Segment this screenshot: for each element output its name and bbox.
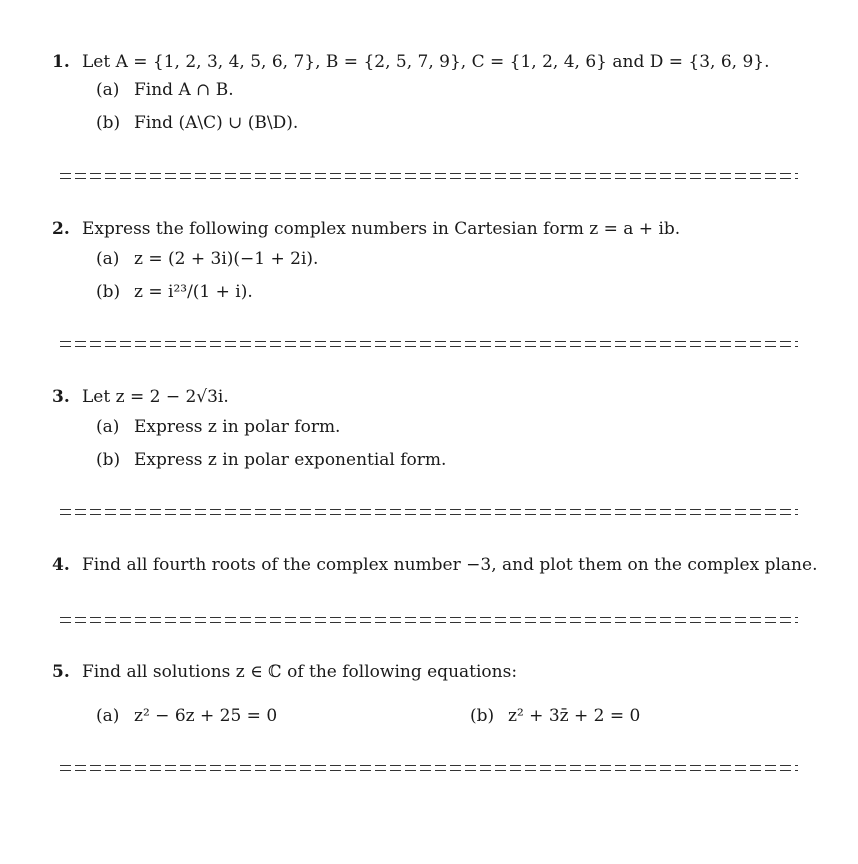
problem-3-part-a [96, 419, 340, 436]
problem-statement: Let A = {1, 2, 3, 4, 5, 6, 7}, B = {2, 5, 7, 9}, C = {1, 2, 4, 6} and D = {3, 6, 9}. [82, 52, 770, 72]
problem-number: 3. [52, 387, 70, 407]
part-label: (b) [96, 113, 121, 133]
part-text: z = (2 + 3i)(−1 + 2i). [134, 249, 319, 269]
problem-5-part-b [470, 708, 640, 725]
part-text: z = i²³/(1 + i). [134, 282, 253, 302]
problem-3 [52, 389, 229, 406]
problem-2 [52, 221, 680, 238]
separator [60, 509, 798, 515]
part-label: (a) [96, 706, 120, 726]
part-label: (b) [96, 450, 121, 470]
separator [60, 173, 798, 179]
problem-number: 1. [52, 52, 70, 72]
problem-1-part-a [96, 82, 234, 99]
problem-1-part-b [96, 115, 298, 132]
part-text: Find (A\C) ∪ (B\D). [134, 113, 299, 133]
problem-5-part-a [96, 708, 277, 725]
problem-1 [52, 54, 770, 71]
problem-4 [52, 557, 817, 574]
problem-5 [52, 664, 517, 681]
part-label: (b) [96, 282, 121, 302]
separator [60, 765, 798, 771]
problem-number: 5. [52, 662, 70, 682]
problem-statement: Find all solutions z ∈ ℂ of the following equations: [82, 662, 518, 682]
part-text: z² + 3z̄ + 2 = 0 [508, 706, 641, 726]
part-label: (a) [96, 249, 120, 269]
problem-number: 4. [52, 555, 70, 575]
part-text: Express z in polar form. [134, 417, 341, 437]
problem-statement: Find all fourth roots of the complex number −3, and plot them on the complex plane. [82, 555, 818, 575]
problem-2-part-b [96, 284, 253, 301]
part-label: (b) [470, 706, 495, 726]
part-label: (a) [96, 417, 120, 437]
problem-statement: Let z = 2 − 2√3i. [82, 387, 229, 407]
part-text: Express z in polar exponential form. [134, 450, 447, 470]
problem-statement: Express the following complex numbers in Cartesian form z = a + ib. [82, 219, 681, 239]
part-label: (a) [96, 80, 120, 100]
problem-3-part-b [96, 452, 446, 469]
problem-2-part-a [96, 251, 318, 268]
part-text: Find A ∩ B. [134, 80, 234, 100]
separator [60, 617, 798, 623]
part-text: z² − 6z + 25 = 0 [134, 706, 278, 726]
separator [60, 341, 798, 347]
problem-number: 2. [52, 219, 70, 239]
